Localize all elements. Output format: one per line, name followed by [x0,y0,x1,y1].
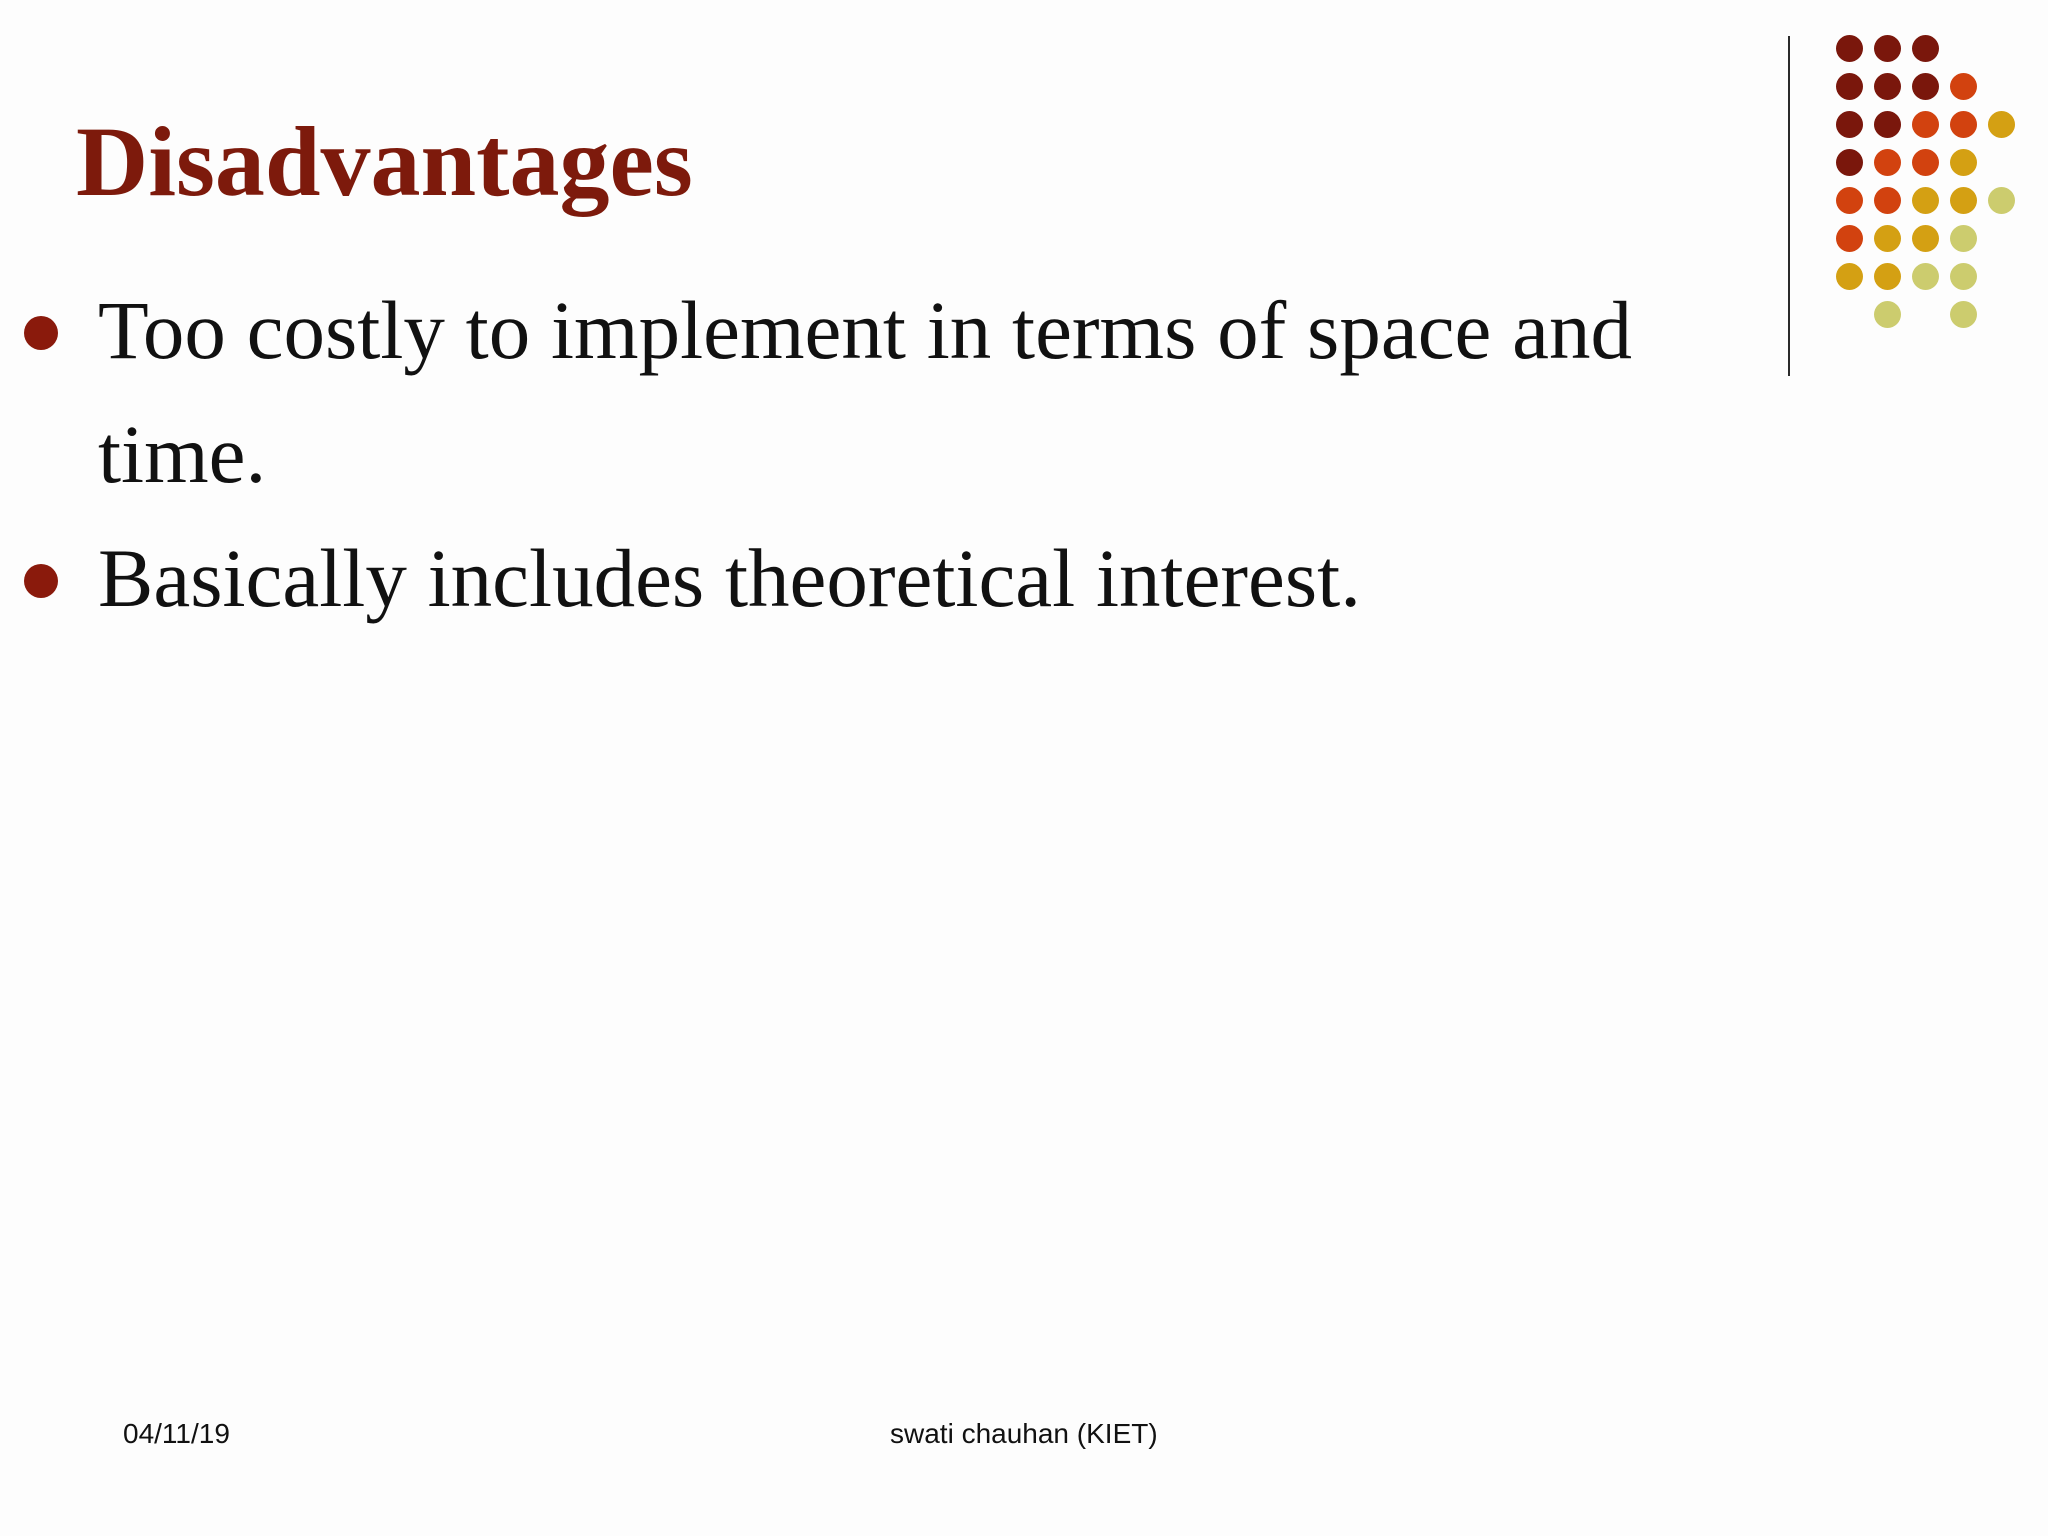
decorative-dot [1912,187,1939,214]
footer-date: 04/11/19 [123,1418,230,1449]
decorative-dot [1874,225,1901,252]
decorative-dot [1874,111,1901,138]
decorative-dot [1836,187,1863,214]
decorative-dot [1912,111,1939,138]
decorative-dot [1950,301,1977,328]
decorative-dot [1912,263,1939,290]
footer-author: swati chauhan (KIET) [890,1418,1158,1449]
decorative-dot [1836,149,1863,176]
decorative-dot [1836,111,1863,138]
decorative-dot [1988,187,2015,214]
slide-title: Disadvantages [76,106,693,217]
decorative-dot [1836,35,1863,62]
decorative-dot [1950,187,1977,214]
bullet-item [20,268,1740,516]
decorative-dot [1874,187,1901,214]
bullet-dot-icon [24,564,58,598]
decorative-dot [1950,73,1977,100]
decorative-dot [1874,73,1901,100]
decorative-dot [1874,263,1901,290]
decorative-dot [1912,149,1939,176]
decorative-dot [1836,225,1863,252]
decorative-dot [1836,73,1863,100]
bullet-item [20,516,1740,640]
bullet-dot-icon [24,316,58,350]
decorative-dot [1988,111,2015,138]
decorative-dot [1874,35,1901,62]
decorative-dot [1836,263,1863,290]
vertical-divider [1788,36,1790,376]
decorative-dot [1912,225,1939,252]
bullet-text: Too costly to implement in terms of space and time. [98,284,1632,500]
decorative-dot [1950,111,1977,138]
bullet-text: Basically includes theoretical interest. [98,532,1361,624]
decorative-dot [1912,35,1939,62]
decorative-dot [1950,263,1977,290]
decorative-dot [1950,225,1977,252]
decorative-dot [1874,149,1901,176]
bullet-list [20,268,1740,640]
decorative-dot [1912,73,1939,100]
decorative-dot [1874,301,1901,328]
decorative-dot [1950,149,1977,176]
